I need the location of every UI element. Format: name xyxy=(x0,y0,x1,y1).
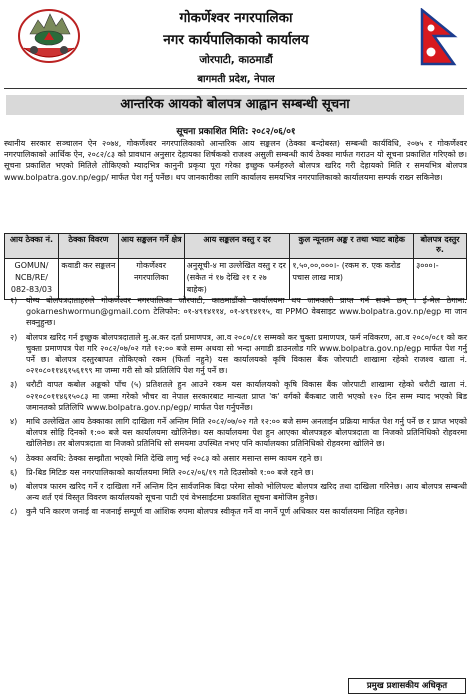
conditions-list xyxy=(4,295,467,521)
cell-rate: अनुसूची-४ मा उल्लेखित वस्तु र दर (सकेत नं १७ देखि २१ र २७ बाहेक) xyxy=(184,259,290,300)
intro-paragraph: स्थानीय सरकार सञ्चालन ऐन २०७४, गोकर्णेश्वर नगरपालिकाको आन्तरिक आय सङ्कलन (ठेक्का बन्दोबस्त) सम्बन्धी कार्यविधि, २०७५ र गोकर्णेश्वर नगरपालिकाको आर्थिक ऐन, २०८२/८३ को प्रावधान अनुसार देहायका शिर्षकको राजश्व असुली सम्बन्धी कार्य ठेक्का मार्फत गराउन यो सूचना प्रकाशित गरिएको छ। सूचना प्रकाशित भएको मितिले तोकिएको म्यादभित्र कानुनी प्रकृया पूरा गरेका इच्छुक फर्महरुले बोलपत्र खरिद गरी देहायको मिति र समयभित्र बोलपत्र www.bolpatra.gov.np/egp/ मार्फत पेश गर्नु पर्नेछ। थप जानकारीका लागि कार्यालय समयभित्र नगरपालिकाको कार्यालयमा सम्पर्क राख्न सकिनेछ। xyxy=(4,139,467,182)
list-item xyxy=(4,379,467,413)
office-name: नगर कार्यपालिकाको कार्यालय xyxy=(163,32,309,48)
col-header-rate: आय सङ्कलन वस्तु र दर xyxy=(184,234,290,259)
list-item xyxy=(4,416,467,450)
table-row xyxy=(5,259,467,300)
item-text: धरौटी वापत कबोल अङ्कको पाँच (५) प्रतिशतले हुन आउने रकम यस कार्यालयको कृषि विकास बैंक जोरपाटी शाखामा रहेको धरौटी खाता नं. ०२१०८०११४६१५०८३ मा जम्मा गरेको भौचर वा नेपाल सरकारबाट मान्यता प्राप्त 'क' वर्गको बैंकबाट जारी भएको १२० दिन सम्म म्याद भएको बिड जमानतको प्रतिलिपि www.bolpatra.gov.np/egp/ मार्फत पेश गर्नुपर्नेछ। xyxy=(26,380,467,412)
cell-description: कवाडी कर सङ्कलन xyxy=(58,259,118,300)
list-item xyxy=(4,332,467,377)
contract-table xyxy=(4,233,467,300)
item-number: १) xyxy=(10,296,18,305)
list-item xyxy=(4,481,467,503)
item-number: ७) xyxy=(10,482,18,492)
item-number: ४) xyxy=(10,417,18,427)
notice-title: आन्तरिक आयको बोलपत्र आह्वान सम्बन्धी सूचना xyxy=(6,95,464,115)
list-item xyxy=(4,453,467,464)
list-item xyxy=(4,467,467,478)
cell-amount: १,५०,००,०००।- (रकम रु. एक करोड पचास लाख मात्र) xyxy=(290,259,414,300)
header-divider xyxy=(4,88,467,89)
col-header-description: ठेक्का विवरण xyxy=(58,234,118,259)
municipality-name: गोकर्णेश्वर नगरपालिका xyxy=(179,10,293,26)
item-number: ८) xyxy=(10,507,18,517)
col-header-contract-no: आय ठेक्का नं. xyxy=(5,234,59,259)
item-text: ठेक्का अवधि: ठेक्का सम्झौता भएको मिति देखि लागु भई २०८३ को असार मसान्त सम्म कायम रहने छ। xyxy=(26,453,323,463)
item-number: ५) xyxy=(10,453,18,463)
item-number: ३) xyxy=(10,380,18,390)
item-number: ६) xyxy=(10,467,18,477)
item-text: प्रि-बिड मिटिङ यस नगरपालिकाको कार्यालयमा मिति २०८२/०६/१९ गते दिउसोको १:०० बजे रहने छ। xyxy=(26,467,314,477)
cell-area: गोकर्णेश्वर नगरपालिका xyxy=(118,259,184,300)
col-header-amount: कुल न्यूनतम अङ्क र तथा भ्याट बाहेक xyxy=(290,234,414,259)
published-date: सूचना प्रकाशित मिति: २०८२/०६/०१ xyxy=(176,127,296,137)
item-text: कुनै पनि कारण जनाई वा नजनाई सम्पूर्ण वा आंशिक रुपमा बोलपत्र स्वीकृत गर्ने वा नगर्ने पूर्ण अधिकार यस कार्यालयमा निहित रहनेछ। xyxy=(26,507,408,517)
province-country: बागमती प्रदेश, नेपाल xyxy=(197,74,275,85)
table-header-row xyxy=(5,234,467,259)
list-item xyxy=(4,506,467,517)
item-number: २) xyxy=(10,332,18,342)
item-text: योग्य बोलपत्रदाताहरुले गोकर्णेश्वर नगरपालिका जोरपाटी, काठमाडौंको कार्यालयमा थप जानकारी प्राप्त गर्न सक्ने छन् । ई-मेल ठेगाना: gokarneshwormun@gmail.com टेलिफोन: ०१-४९१४११४, ०१-४९१४११५, वा PPMO वेबसाइट www.bolpatra.gov.np/egp मा जान सक्नुहुन्छ। xyxy=(26,296,467,328)
cell-contract-no: GOMUN/ NCB/RE/ 082-83/03 xyxy=(5,259,59,300)
item-text: बोलपत्र फारम खरिद गर्ने र दाखिला गर्ने अन्तिम दिन सार्वजनिक बिदा परेमा सोको भोलिपल्ट बोलपत्र खरिद तथा दाखिला गरिनेछ। आय बोलपत्र सम्बन्धी अन्य शर्त एवं विस्तृत विवरण कार्यालयको सूचना पाटी एवं वेभसाईटमा प्रकाशित सूचना बमोजिम हुनेछ। xyxy=(26,482,467,503)
col-header-area: आय सङ्कलन गर्ने क्षेत्र xyxy=(118,234,184,259)
cell-fee: ३०००।- xyxy=(414,259,467,300)
list-item xyxy=(4,295,467,329)
item-text: माथि उल्लेखित आय ठेक्काका लागि दाखिला गर्ने अन्तिम मिति २०८२/०७/०२ गते १२:०० बजे सम्म अनलाईन प्रक्रिया मार्फत पेश गर्नु पर्ने छ र प्राप्त भएको बोलपत्र सोहि दिनको १:०० बजे यस कार्यालयमा खोलिनेछ। यस कार्यालयमा पेश हुन आएका बोलपत्रहरु बोलपत्रदाता वा निजको प्रतिनिधिको रोहवरमा खोलिनेछ। तर बोलपत्रदाता वा निजको प्रतिनिधि सो समयमा उपस्थित नभए पनि कार्यालयका प्रतिनिधिको रोहवरमा खोलिने छ। xyxy=(26,417,467,449)
office-location: जोरपाटी, काठमाडौं xyxy=(199,54,273,66)
item-text: बोलपत्र खरिद गर्न इच्छुक बोलपत्रदाताले मु.अ.कर दर्ता प्रमाणपत्र, आ.व २०८०/८१ सम्मको कर चुक्ता प्रमाणपत्र, फर्म नविकरण, आ.व २०८०/०८१ को कर चुक्ता प्रमाणपत्र पेश गरि २०८२/०७/०२ गते १२:०० बजे सम्म अथवा सो भन्दा अगाडी डाउनलोड गरि www.bolpatra.gov.np/egp मार्फत पेश गर्नु पर्ने छ। बोलपत्र दस्तुरबापत तोकिएको रकम (फिर्ता नहुने) यस कार्यालयको कृषि विकास बैंक जोरपाटी शाखामा रहेको राजश्व खाता नं. ०२१०८०११४६१५६१९९ मा जम्मा गरी सो को प्रतिलिपि पेश गर्नु पर्ने छ। xyxy=(26,332,467,376)
signoff-box: प्रमुख प्रशासकीय अधिकृत xyxy=(348,678,466,694)
col-header-fee: बोलपत्र दस्तुर रु. xyxy=(414,234,467,259)
